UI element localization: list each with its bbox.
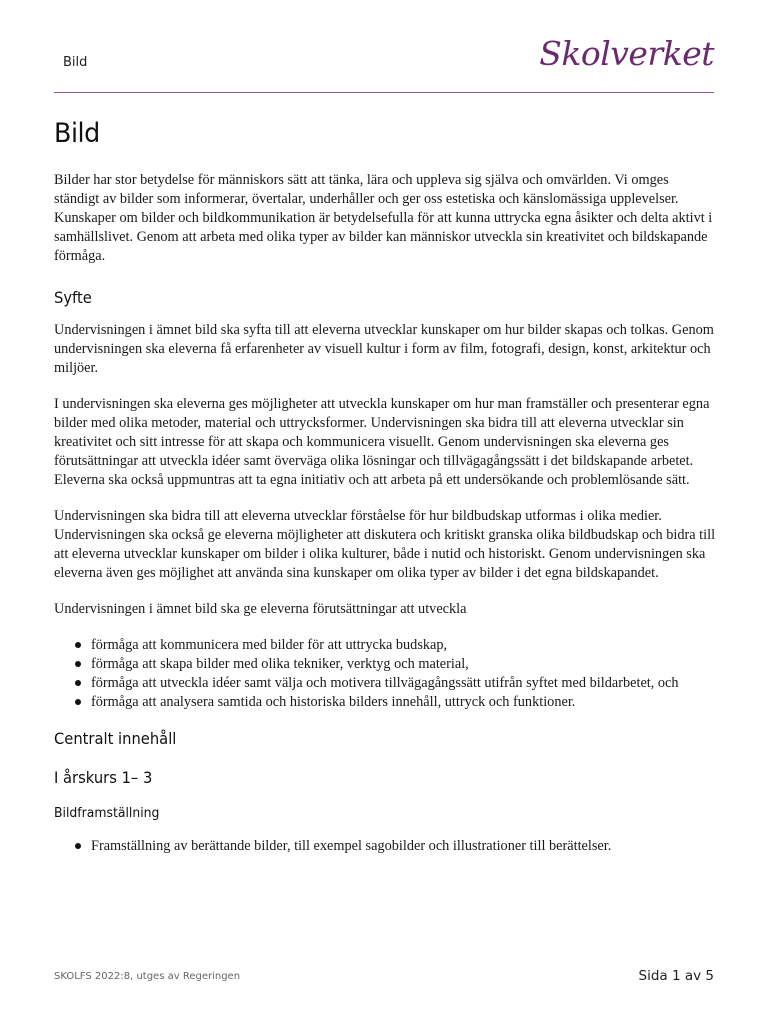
skolverket-logo: Skolverket [539,34,714,73]
page-title: Bild [54,118,100,149]
subsection-heading-bildframstallning: Bildframställning [54,805,160,821]
header-divider [54,92,714,93]
intro-paragraph: Bilder har stor betydelse för människors sätt att tänka, lära och uppleva sig själva och omvärlden. Vi omges ständigt av bilder som informerar, övertalar, underhåller och ger oss estetiska och känslomässiga upplevelser. Kunskaper om bilder och bildkommunikation är betydelsefulla för att kunna uttrycka egna åsikter och delta aktivt i samhällslivet. Genom att arbeta med olika typer av bilder kan människor utveckla sin kreativitet och bildskapande förmåga. [54,172,713,264]
syfte-paragraph: Undervisningen i ämnet bild ska syfta till att eleverna utvecklar kunskaper om hur bilder skapas och tolkas. Genom undervisningen ska eleverna få erfarenheter av visuell kultur i form av film, fotografi, design, konst, arkitektur och miljöer. [54,322,714,376]
section-heading-syfte: Syfte [54,288,92,307]
page-number: Sida 1 av 5 [638,968,714,984]
syfte-paragraph: Undervisningen i ämnet bild ska ge eleverna förutsättningar att utveckla [54,601,467,617]
syfte-paragraph: I undervisningen ska eleverna ges möjligheter att utveckla kunskaper om hur man framställer och presenterar egna bilder med olika metoder, material och uttrycksformer. Undervisningen ska bidra till att eleverna utvecklar sin kreativitet och sitt intresse för att skapa och kommunicera visuellt. Genom undervisningen ska eleverna ges förutsättningar att utveckla idéer samt överväga olika lösningar och tillvägagångssätt i det bildskapande arbetet. Eleverna ska också uppmuntras att ta egna initiativ och att arbeta på ett undersökande och problemlösande sätt. [54,396,710,488]
list-item: förmåga att kommunicera med bilder för att uttrycka budskap, [91,636,716,655]
list-item: förmåga att analysera samtida och historiska bilders innehåll, uttryck och funktioner. [91,693,716,712]
document-body [54,118,716,873]
list-item: Framställning av berättande bilder, till exempel sagobilder och illustrationer till berättelser. [91,837,716,856]
content-list [54,837,716,856]
list-item: förmåga att utveckla idéer samt välja och motivera tillvägagångssätt utifrån syftet med bildarbetet, och [91,674,716,693]
page-header-label: Bild [63,55,88,70]
list-item: förmåga att skapa bilder med olika tekniker, verktyg och material, [91,655,716,674]
syfte-paragraph: Undervisningen ska bidra till att eleverna utvecklar förståelse för hur bildbudskap utformas i olika medier. Undervisningen ska också ge eleverna möjligheter att diskutera och kritiskt granska olika bildbudskap och bidra till att eleverna utvecklar kunskaper om bilder i olika kulturer, både i nutid och historiskt. Genom undervisningen ska eleverna även ges möjlighet att använda sina kunskaper om olika typer av bilder i det egna bildskapandet. [54,508,716,581]
footer-source: SKOLFS 2022:8, utges av Regeringen [54,971,241,982]
abilities-list [54,636,716,712]
grade-heading: I årskurs 1– 3 [54,768,153,787]
section-heading-centralt-innehall: Centralt innehåll [54,729,177,748]
